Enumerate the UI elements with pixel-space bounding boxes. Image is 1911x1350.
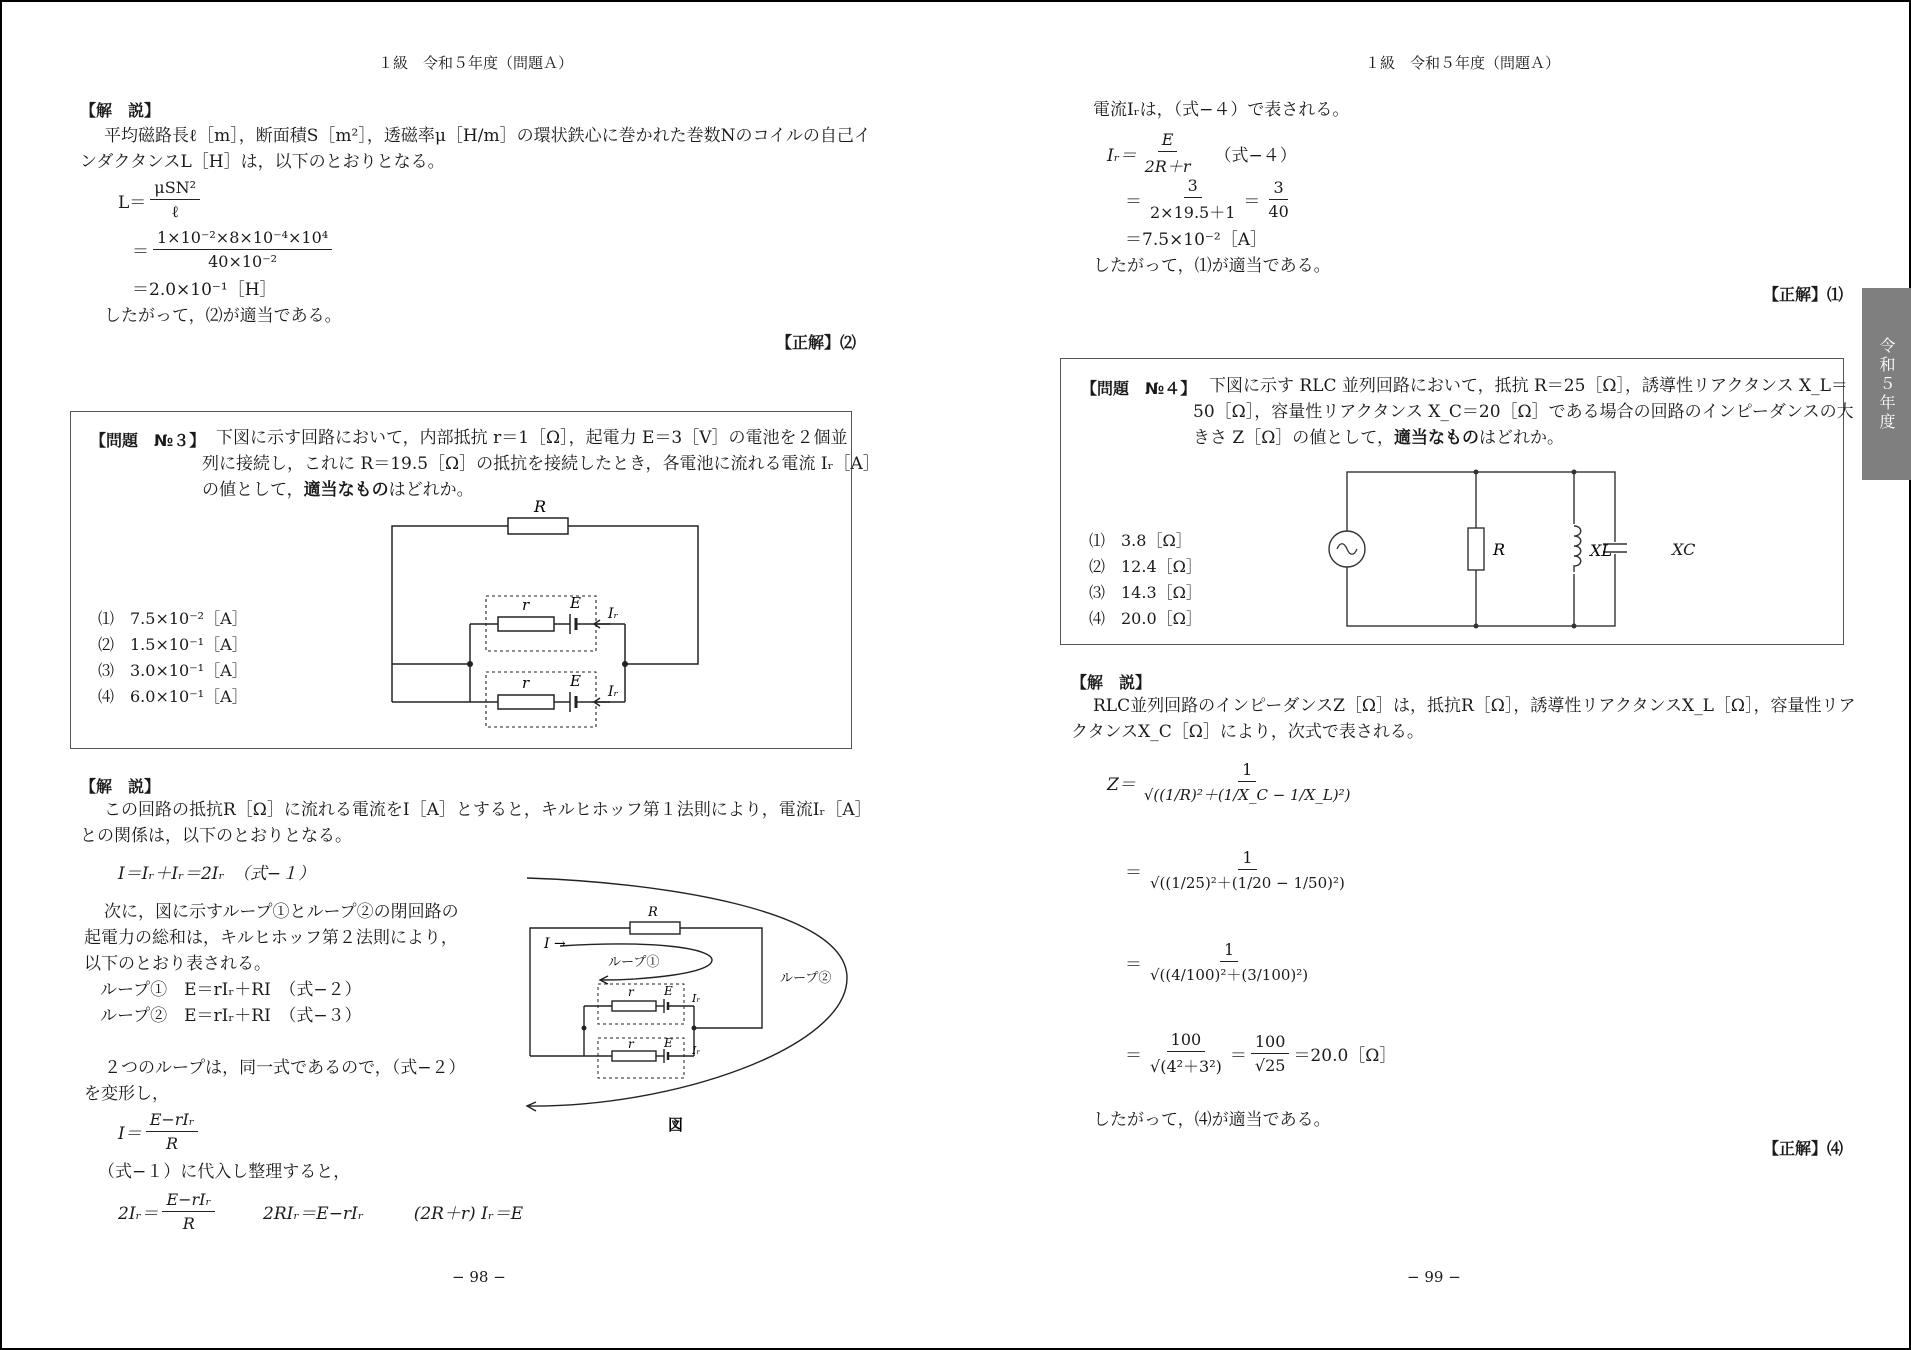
eq-numerator: E−rIᵣ: [146, 1110, 199, 1132]
circuit-label-Ir2: Iᵣ: [608, 684, 619, 700]
problem-4-text-3a: きさ Z［Ω］の値として，: [1193, 428, 1394, 448]
page-number-right: − 99 −: [1407, 1268, 1461, 1286]
fig-label-I: I →: [544, 936, 566, 952]
q3-paragraph-7: を変形し，: [84, 1084, 169, 1104]
q2-equation-3: ＝2.0×10⁻¹［H］: [132, 280, 277, 300]
q3-conclusion: したがって，⑴が適当である。: [1093, 256, 1331, 276]
eq-denominator: √((1/R)²＋(1/X_C − 1/X_L)²): [1143, 786, 1351, 804]
left-page: [0, 0, 955, 1350]
q2-paragraph-2: ンダクタンスL［H］は，以下のとおりとなる。: [80, 152, 445, 172]
eq-lhs: I＝: [118, 1124, 142, 1144]
eq-numerator: 1: [1238, 760, 1256, 782]
fig-label-Ir2: Iᵣ: [692, 1044, 701, 1057]
eq-denominator: √((4/100)²＋(3/100)²): [1150, 966, 1309, 984]
problem-3-choice-3[interactable]: ⑶ 3.0×10⁻¹［A］: [98, 661, 248, 680]
q2-equation-1: [118, 178, 204, 222]
eq-numerator: E: [1158, 130, 1178, 152]
eq-denominator-2: 40: [1268, 202, 1289, 221]
problem-3-text-2: 列に接続し，これに R＝19.5［Ω］の抵抗を接続したとき，各電池に流れる電流 Iᵣ［A］: [202, 454, 880, 474]
eq-lhs: ＝: [132, 242, 149, 262]
q3-paragraph-1: この回路の抵抗R［Ω］に流れる電流をI［A］とすると，キルヒホッフ第１法則により，電流Iᵣ［A］: [104, 800, 872, 820]
eq-numerator: μSN²: [150, 178, 200, 200]
eq-lhs: ＝: [1125, 1046, 1142, 1066]
problem-4-choice-2[interactable]: ⑵ 12.4［Ω］: [1089, 557, 1202, 576]
fig-label-r2: r: [628, 1037, 634, 1051]
problem-3-choice-1[interactable]: ⑴ 7.5×10⁻²［A］: [98, 609, 248, 628]
circuit-label-Ir1: Iᵣ: [608, 606, 619, 622]
fig-label-E2: E: [664, 1036, 673, 1050]
eq-numerator: 100: [1167, 1030, 1206, 1052]
q3-equation-4: [1107, 130, 1297, 177]
eq-tag: （式−４）: [1214, 146, 1297, 166]
rlc-label-R: R: [1493, 540, 1506, 559]
q3-equation-6: ＝7.5×10⁻²［A］: [1125, 230, 1267, 250]
fig-label-r1: r: [628, 985, 634, 999]
fig-label-loop2: ループ②: [780, 971, 832, 986]
eq-denominator-2: √25: [1254, 1056, 1286, 1075]
q3-paragraph-5: 以下のとおり表される。: [84, 954, 271, 974]
q3-paragraph-4: 起電力の総和は，キルヒホッフ第２法則により，: [84, 928, 458, 948]
eq-lhs: 2Iᵣ＝: [118, 1204, 159, 1224]
q3-equation-5: [1125, 176, 1297, 223]
problem-3-choice-4[interactable]: ⑷ 6.0×10⁻¹［A］: [98, 687, 248, 706]
circuit-label-E1: E: [570, 594, 581, 612]
fig-label-R: R: [648, 905, 658, 920]
problem-4-choice-1[interactable]: ⑴ 3.8［Ω］: [1089, 531, 1192, 550]
q3-equation-1: I＝Iᵣ＋Iᵣ＝2Iᵣ （式−１）: [118, 864, 316, 884]
problem-3-text-3c: はどれか。: [388, 480, 474, 500]
eq-result: ＝20.0［Ω］: [1293, 1046, 1397, 1066]
problem-4-text-3: [1193, 424, 1564, 452]
running-header-right: １級 令和５年度（問題Ａ）: [1365, 54, 1561, 72]
rlc-label-XC: XC: [1672, 540, 1696, 559]
q3-equation-3: [118, 1190, 523, 1233]
problem-3-emphasis: 適当なもの: [303, 480, 389, 500]
eq-equals: ＝: [1229, 1046, 1247, 1066]
eq-denominator: 2×19.5＋1: [1150, 203, 1236, 222]
side-index-tab[interactable]: 令和５年度: [1862, 288, 1911, 480]
loop-figure: [512, 868, 857, 1138]
problem-4-label: 【問題 №４】: [1081, 379, 1197, 398]
q2-answer: 【正解】⑵: [776, 333, 857, 352]
eq-denominator: √(4²＋3²): [1150, 1057, 1222, 1076]
problem-3-text-3a: の値として，: [202, 480, 304, 500]
eq-denominator: 40×10⁻²: [208, 252, 278, 271]
eq-lhs: ＝: [1125, 955, 1142, 975]
problem-4-text-2: 50［Ω］，容量性リアクタンス X_C＝20［Ω］である場合の回路のインピーダンスの大: [1193, 402, 1854, 422]
fig-label-E1: E: [664, 984, 673, 998]
eq-lhs: Iᵣ＝: [1107, 146, 1137, 166]
figure-caption: 図: [668, 1116, 684, 1134]
q4-answer: 【正解】⑷: [1763, 1139, 1844, 1158]
q3-equation-3c: (2R＋r) Iᵣ＝E: [413, 1204, 524, 1224]
problem-4-choice-4[interactable]: ⑷ 20.0［Ω］: [1089, 609, 1202, 628]
q3-paragraph-8: （式−１）に代入し整理すると，: [98, 1162, 351, 1182]
q3-paragraph-6: ２つのループは，同一式であるので，（式−２）: [104, 1058, 466, 1078]
problem-3-choice-2[interactable]: ⑵ 1.5×10⁻¹［A］: [98, 635, 248, 654]
fig-label-loop1: ループ①: [608, 955, 660, 970]
eq-numerator: E−rIᵣ: [162, 1190, 215, 1212]
rlc-label-XL: XL: [1590, 541, 1613, 560]
problem-3-text-1: 下図に示す回路において，内部抵抗 r＝1［Ω］，起電力 E＝3［V］の電池を２個並: [216, 428, 848, 448]
z-equation-1: [1107, 760, 1359, 805]
q3-equation-2: [118, 1110, 202, 1153]
q4-explanation-heading: 【解 説】: [1071, 673, 1152, 692]
problem-3-label: 【問題 №３】: [90, 431, 206, 450]
eq-lhs: Z＝: [1107, 775, 1136, 795]
eq-lhs: ＝: [1125, 863, 1142, 883]
right-page: [955, 0, 1910, 1350]
z-equation-4: [1125, 1030, 1396, 1077]
q4-paragraph-2: クタンスX_C［Ω］により，次式で表される。: [1071, 722, 1424, 742]
running-header-left: １級 令和５年度（問題Ａ）: [378, 54, 574, 72]
q3-explanation-heading: 【解 説】: [80, 777, 161, 796]
problem-4-emphasis: 適当なもの: [1393, 428, 1479, 448]
problem-4-text-1: 下図に示す RLC 並列回路において，抵抗 R＝25［Ω］，誘導性リアクタンス X_L＝: [1209, 376, 1848, 396]
loop-2-arrow: [527, 878, 847, 1106]
q2-paragraph-1: 平均磁路長ℓ［m］，断面積S［m²］，透磁率μ［H/m］の環状鉄心に巻かれた巻数Nのコイルの自己イ: [104, 126, 871, 146]
problem-3-circuit-diagram: [380, 496, 710, 736]
resistor-R-symbol: [508, 518, 568, 534]
q2-conclusion: したがって，⑵が適当である。: [104, 306, 342, 326]
eq-numerator: 3: [1184, 176, 1202, 198]
eq-numerator: 1: [1238, 848, 1256, 870]
q2-explanation-heading: 【解 説】: [80, 101, 161, 120]
q3-paragraph-2: との関係は，以下のとおりとなる。: [80, 826, 352, 846]
eq-lhs: L＝: [118, 192, 147, 213]
q3-loop-2-equation: ループ② E＝rIᵣ＋RI （式−３）: [100, 1006, 362, 1026]
problem-4-text-3c: はどれか。: [1478, 428, 1564, 448]
circuit-label-r1: r: [522, 596, 530, 614]
eq-denominator: √((1/25)²＋(1/20 − 1/50)²): [1150, 874, 1345, 892]
eq-equals: ＝: [1243, 192, 1261, 212]
circuit-label-R: R: [534, 497, 547, 516]
circuit-label-r2: r: [522, 674, 530, 692]
q3-answer: 【正解】⑴: [1763, 285, 1844, 304]
q2-equation-2: [132, 228, 336, 271]
z-equation-3: [1125, 940, 1316, 985]
eq-denominator: ℓ: [171, 202, 180, 221]
fig-label-Ir1: Iᵣ: [692, 992, 701, 1005]
problem-4-rlc-circuit: [1325, 462, 1635, 632]
eq-lhs: ＝: [1125, 192, 1142, 212]
q3-equation-3b: 2RIᵣ＝E−rIᵣ: [263, 1204, 364, 1224]
page-number-left: − 98 −: [452, 1268, 506, 1286]
q3-paragraph-3: 次に，図に示すループ①とループ②の閉回路の: [104, 902, 459, 922]
z-equation-2: [1125, 848, 1353, 893]
eq-denominator: 2R＋r: [1144, 157, 1191, 176]
eq-numerator: 1: [1220, 940, 1238, 962]
resistor-symbol: [1468, 528, 1484, 570]
q4-paragraph-1: RLC並列回路のインピーダンスZ［Ω］は，抵抗R［Ω］，誘導性リアクタンスX_L［Ω］，容量性リア: [1093, 696, 1856, 716]
eq-numerator-2: 100: [1251, 1032, 1290, 1054]
circuit-label-E2: E: [570, 672, 581, 690]
q3-paragraph-9: 電流Iᵣは，（式−４）で表される。: [1093, 100, 1350, 120]
q4-conclusion: したがって，⑷が適当である。: [1093, 1110, 1331, 1130]
eq-numerator-2: 3: [1269, 178, 1287, 200]
eq-numerator: 1×10⁻²×8×10⁻⁴×10⁴: [153, 228, 332, 250]
eq-denominator: R: [166, 1134, 179, 1153]
eq-denominator: R: [182, 1214, 195, 1233]
q3-loop-1-equation: ループ① E＝rIᵣ＋RI （式−２）: [100, 980, 362, 1000]
problem-4-choice-3[interactable]: ⑶ 14.3［Ω］: [1089, 583, 1202, 602]
